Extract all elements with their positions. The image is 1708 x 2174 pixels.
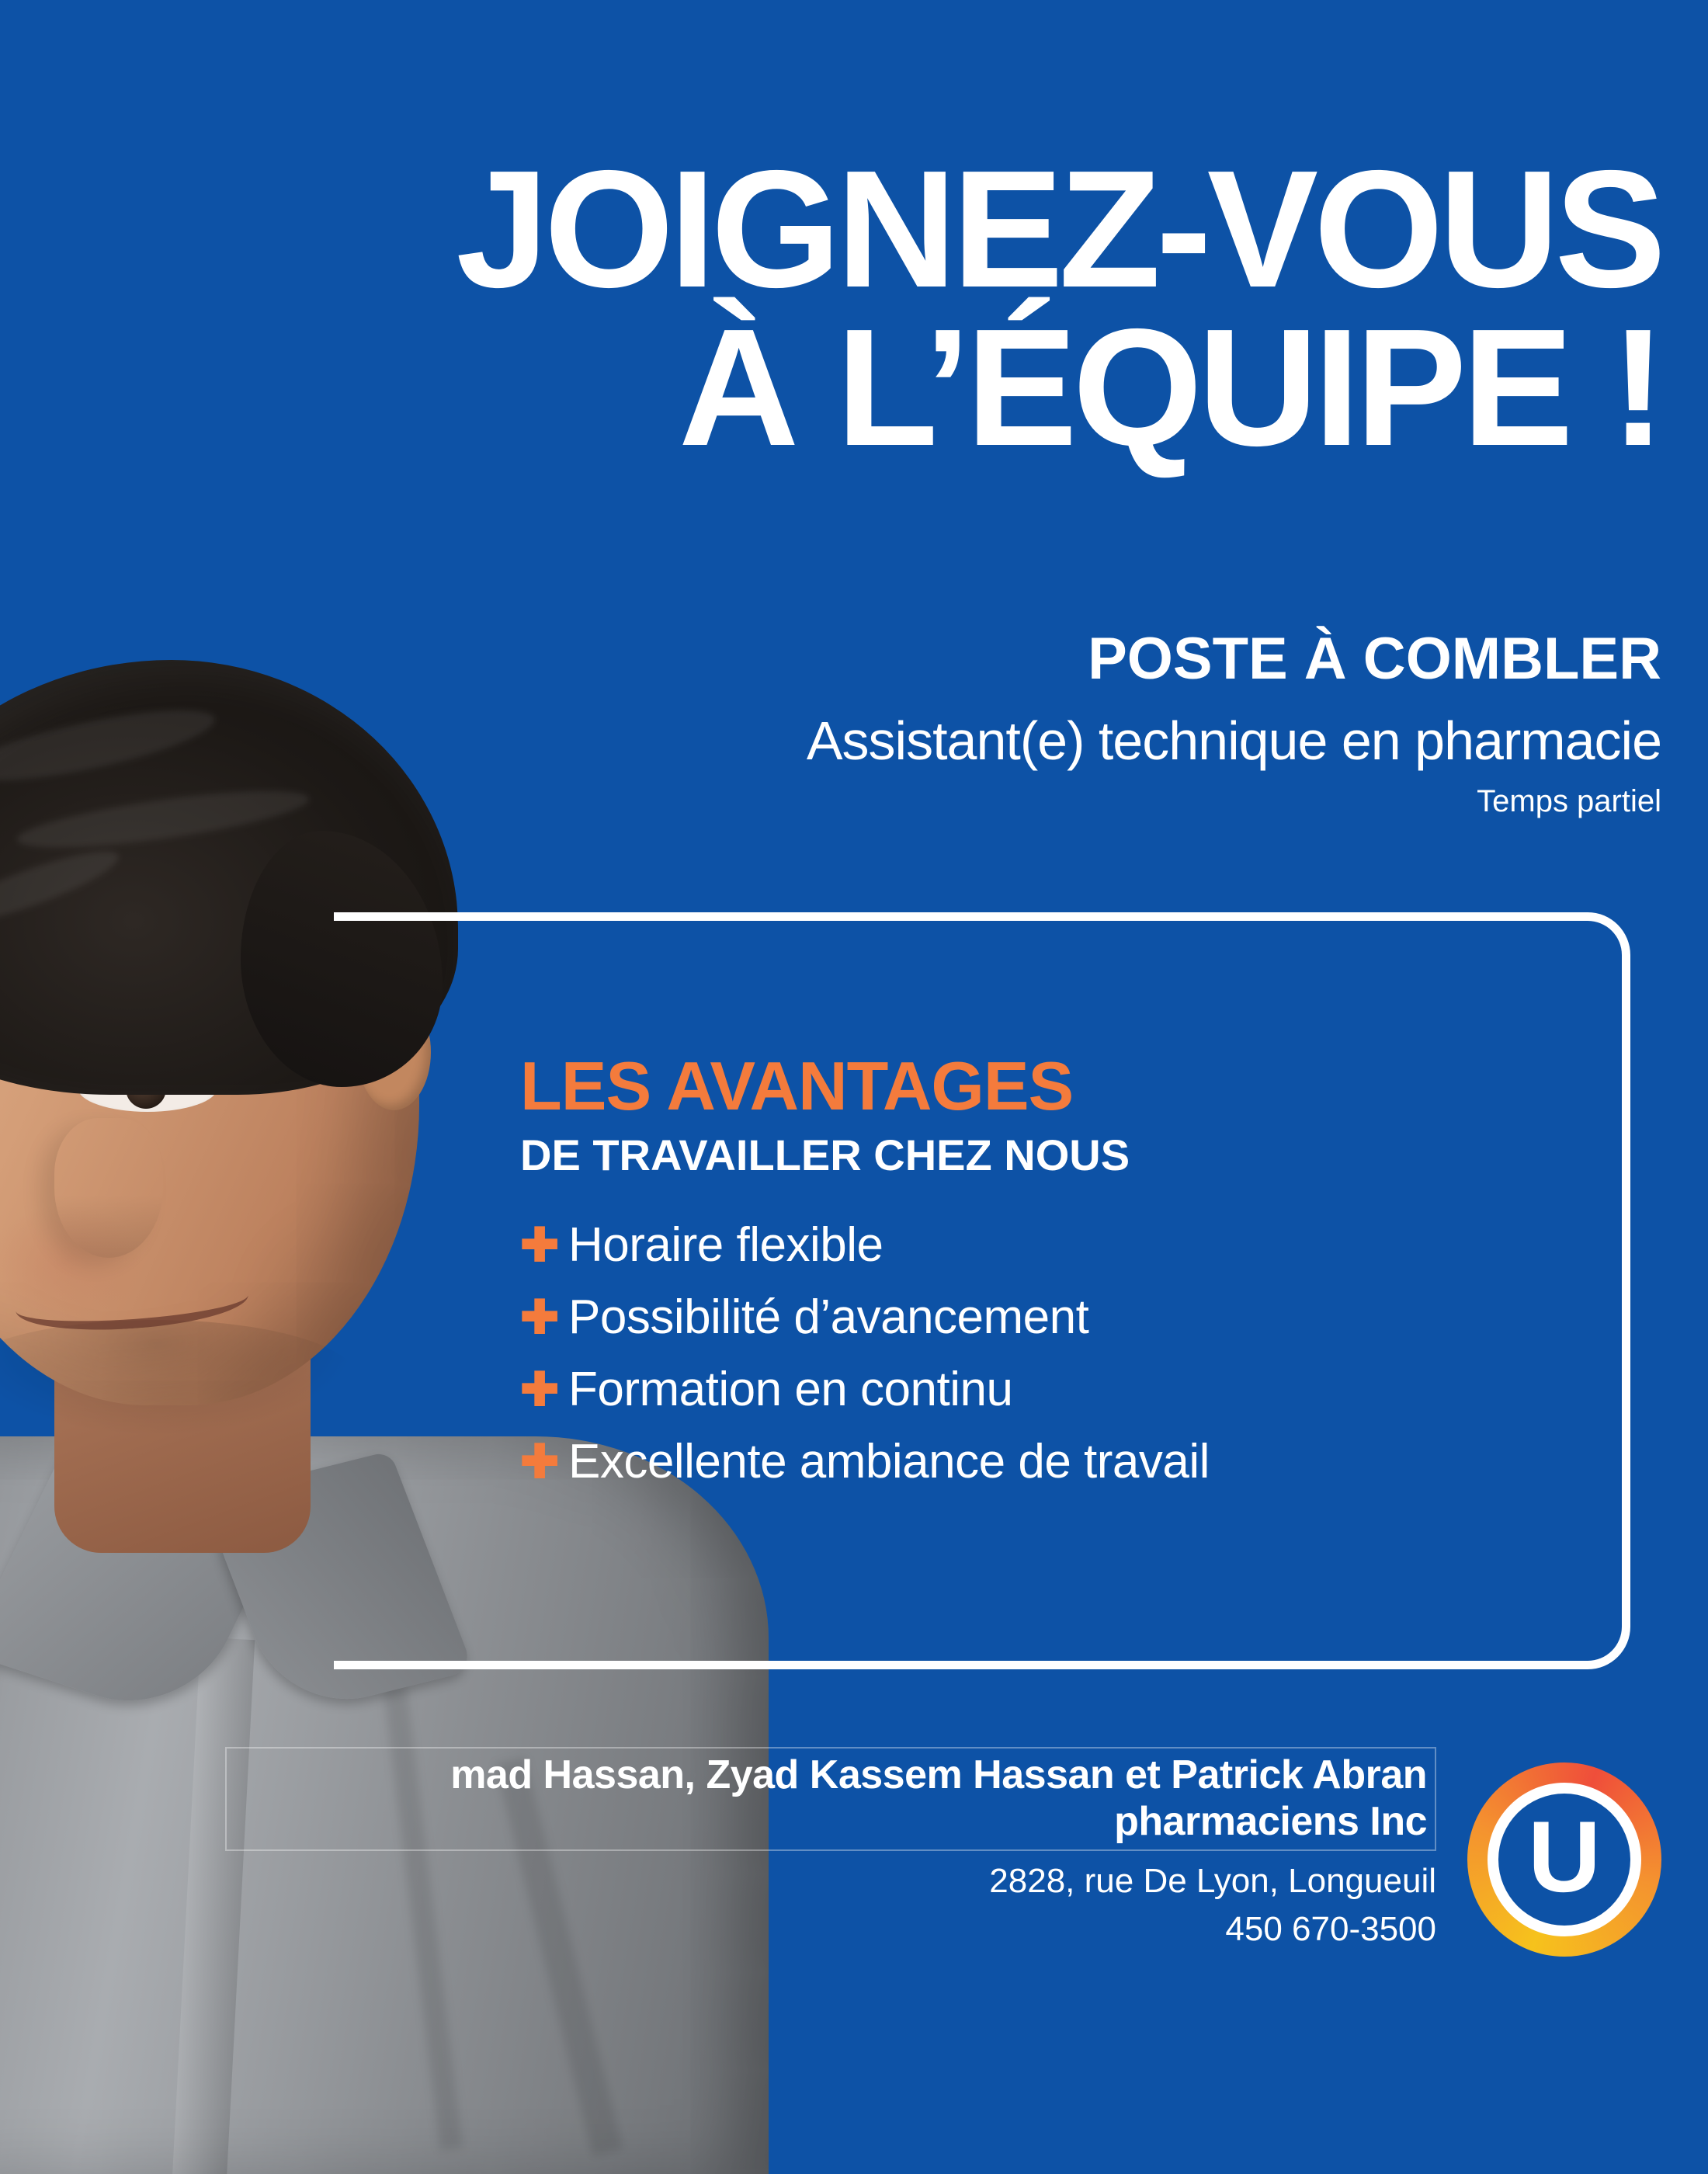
company-address: 2828, rue De Lyon, Longueuil [989,1862,1436,1900]
company-name: mad Hassan, Zyad Kassem Hassan et Patrick Abran pharmaciens Inc [225,1747,1436,1851]
benefits-subtitle: DE TRAVAILLER CHEZ NOUS [520,1130,1130,1179]
page-title [272,135,1661,481]
benefit-label: Formation en continu [568,1363,1013,1416]
plus-icon: ✚ [520,1218,560,1271]
job-role: Assistant(e) technique en pharmacie [806,710,1661,771]
plus-icon: ✚ [520,1435,560,1488]
list-item [520,1362,1592,1417]
benefit-label: Horaire flexible [568,1218,884,1272]
headline-line-1: JOIGNEZ-VOUS [456,135,1661,322]
list-item [520,1217,1592,1273]
job-kicker: POSTE À COMBLER [1088,626,1661,692]
job-summary [419,625,1661,819]
nose [54,1118,163,1258]
list-item [520,1434,1592,1489]
contact-footer [225,1747,1436,1949]
benefits-list [520,1217,1592,1489]
plus-icon: ✚ [520,1290,560,1343]
benefits-content [520,1047,1592,1506]
benefits-title: LES AVANTAGES [520,1047,1074,1124]
company-phone: 450 670-3500 [1225,1910,1436,1948]
benefit-label: Possibilité d’avancement [568,1290,1089,1344]
uniprix-logo-icon [1467,1762,1661,1957]
logo-core [1498,1794,1630,1926]
benefit-label: Excellente ambiance de travail [568,1435,1210,1488]
plus-icon: ✚ [520,1363,560,1415]
job-schedule: Temps partiel [1477,784,1661,818]
headline-line-2: À L’ÉQUIPE ! [679,293,1661,481]
logo-letter: U [1528,1800,1601,1913]
list-item [520,1290,1592,1345]
